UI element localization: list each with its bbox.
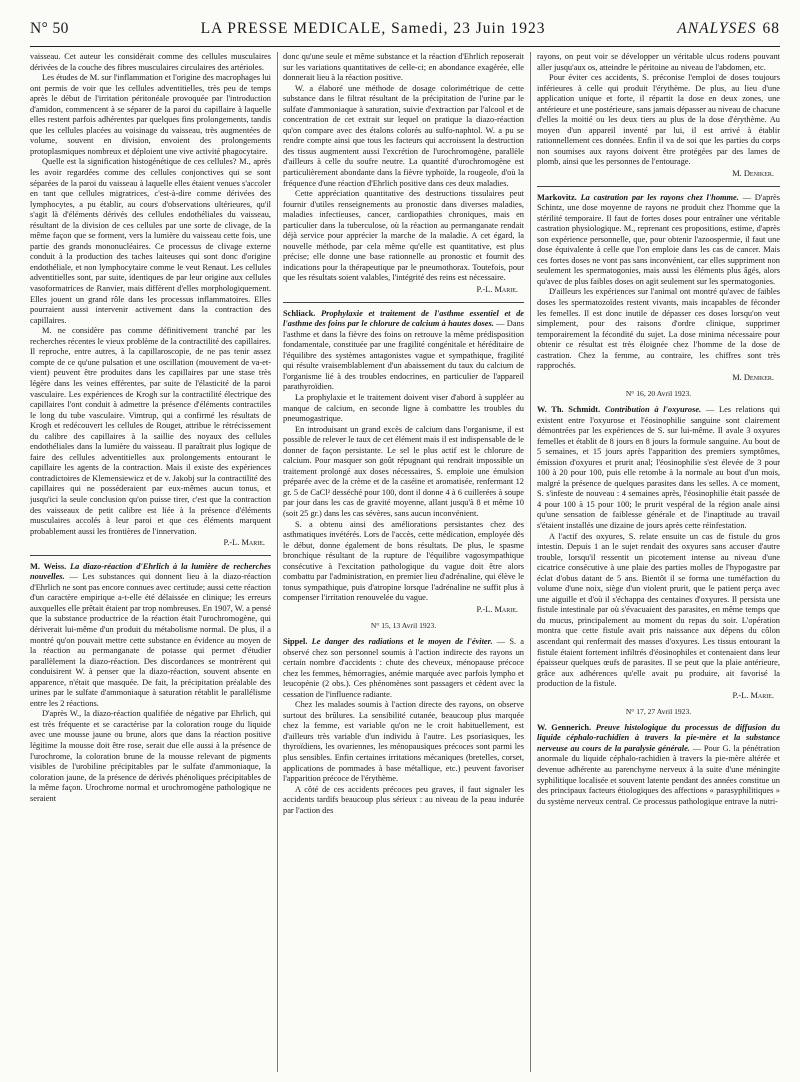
paragraph: D'après W., la diazo-réaction qualifiée de négative par Ehrlich, qui est très fréquente et se caractérise par la coloration rouge du liquide avec une mousse jaune ou brune, alors que dans la réaction positive légitime la mousse doit être rose, serait due elle aussi à la présence de l'urochrome, la coloration brune de la mousse relevant de pigments visibles de l'urobiline précipitables par le sulfate d'ammoniaque, la coloration jaune, de la présence de dérivés phénoliques précipitables de la même façon. Urochrome normal et urochromogène pathologique ne seraient bbox=[30, 709, 271, 803]
paragraph: vaisseau. Cet auteur les considérait comme des cellules musculaires dérivées de la couche des fibres musculaires circulaires des artérioles. bbox=[30, 52, 271, 72]
article-signature: M. Deniker. bbox=[732, 372, 774, 382]
issue-date-separator bbox=[537, 389, 780, 400]
issue-date-separator bbox=[283, 621, 524, 632]
paragraph: Pour éviter ces accidents, S. préconise l'emploi de doses toujours inférieures à celle qui produit l'érythème. De plus, au lieu d'une application unique et forte, il répartit la dose en deux zones, une antérieure et une postérieure, sans jamais dépasser au niveau de chacune d'elles la moitié ou les deux tiers au plus de la dose d'érythème. Au moyen d'un appareil inventé par lui, il est arrivé à établir rationnellement ces données. Enfin il va de soi que les parties du corps non soumises aux rayons doivent être protégées par des lames de plomb, ainsi que les personnes de l'entourage. bbox=[537, 73, 780, 167]
journal-title: LA PRESSE MEDICALE, Samedi, 23 Juin 1923 bbox=[200, 20, 546, 37]
article-signature: P.-L. Marie. bbox=[476, 285, 518, 295]
paragraph: Cette appréciation quantitative des destructions tissulaires peut fournir d'utiles renseignements au pronostic dans diverses maladies, maladies infectieuses, cancer, cardiopathies chroniques, mais en particulier dans la tuberculose, où la réaction au permanganate rendait déjà service pour apprécier la marche de la maladie. A cet égard, la nouvelle méthode, par cela même qu'elle est quantitative, est plus précise; elle donne une base rationnelle au pronostic et fournit des indications pour la thérapeutique par le pneumothorax. Toutefois, pour que les résultats soient valables, l'intégrité des reins est nécessaire. bbox=[283, 189, 524, 283]
header-rule bbox=[30, 46, 780, 47]
article-markovitz bbox=[537, 193, 780, 384]
article-author: W. Th. Schmidt. bbox=[537, 404, 601, 414]
article-lead bbox=[537, 405, 780, 532]
article-lead bbox=[283, 309, 524, 393]
section-label bbox=[677, 20, 780, 38]
article-author: Sippel. bbox=[283, 636, 308, 646]
article-separator bbox=[283, 302, 524, 303]
article-weiss bbox=[30, 562, 271, 805]
issue-date: N° 15, 13 Avril 1923. bbox=[370, 621, 437, 631]
paragraph: M. ne considère pas comme définitivement tranché par les recherches récentes le vieux problème de la contractilité des capillaires. Il reproche, entre autres, à la capillaroscopie, de ne pas tenir assez compte de ce qu'une pulsation et une oscillation (mouvement de va-et-vient) peuvent être produites dans les capillaires par une stase très légère dans les veines efférentes, par suite de l'élasticité de la paroi vasculaire. Les expériences de Krogh sur la contractilité électrique des capillaires l'ont conduit à admettre la présence d'éléments contractiles le long du tube vasculaire. Vimtrup, qui a confirmé les résultats de Krogh et redécouvert les cellules de Rouget, attribue le rétrécissement du calibre des capillaires à la saillie des noyaux des cellules endothéliales dans la lumière du vaisseau. Il paraîtrait plus logique de faire des cellules adventitielles aux prolongements entourant le capillaire les agents de la contraction. Mais il existe des expériences contradictoires de Klemensiewicz et de v. Jakobj sur la contractilité des capillaires qui ne posséderaient par eux-mêmes aucun tonus, et jusqu'ici la seule conclusion qu'on puisse tirer, c'est que la contraction des vaisseaux de petit calibre est liée à la présence d'éléments musculaires accolés à leur paroi et que ces éléments marquent probablement aussi les frontières de l'innervation. bbox=[30, 326, 271, 536]
article-text: — Les relations qui existent entre l'oxyurose et l'éosinophilie sanguine sont clairement démontrées par les expériences de S. sur lui-même. Il avale 3 oxyures femelles et établit de 8 jours en 8 jours la formule sanguine. Au bout de 5 semaines, et 15 jours après l'apparition des premiers symptômes, émission d'oxyures et prurit anal; l'éosinophilie s'est élevée de 3 pour 100 à 20 pour 100, puis elle retombe à la normale au bout d'un mois, malgré la présence de quelques parasites dans les selles. A ce moment, S. s'infeste de nouveau : 4 semaines après, l'éosinophilie était passée de 4 pour 100 à 15 pour 100; le prurit vespéral de la région anale ainsi qu'une sensation de faiblesse générale et de l'inaptitude au travail s'étaient installés une dizaine de jours après cette réinfestation. bbox=[537, 404, 780, 530]
section-name: ANALYSES bbox=[677, 20, 757, 37]
article-text: — S. a observé chez son personnel soumis à l'action indirecte des rayons un certain nombre d'accidents : chute des cheveux, ménopause précoce chez les femmes, hémorragies, anémie marquée avec parfois lympho et leucopénie (2 obs.). Ces phénomènes sont passagers et cèdent avec la cessation de l'influence radiante. bbox=[283, 636, 524, 699]
paragraph: Chez les malades soumis à l'action directe des rayons, on observe surtout des brûlures. La sensibilité cutanée, beaucoup plus marquée chez la femme, est variable qu'on ne le croit habituellement, est d'ailleurs très variable d'un individu à l'autre. Les psoriasiques, les thyroïdiens, les ovariennes, les ménopausiques précoces sont parmi les plus sensibles. Enfin certaines irritations mécaniques (bretelles, corset, applications de pommades à base métallique, etc.) peuvent favoriser l'apparition précoce de l'érythème. bbox=[283, 700, 524, 784]
article-text: — Pour G. la pénétration anormale du liquide céphalo-rachidien à travers la pie-mère altérée et devenue adhérente au parenchyme nerveux à la suite d'une méningite syphilitique localisée et souvent latente pendant des années constitue un des principaux facteurs étiologiques des affections « parasyphilitiques » du système nerveux central. Ce processus pathologique entrave la nutri- bbox=[537, 743, 780, 806]
article-signature: P.-L. Marie. bbox=[476, 604, 518, 614]
article-signature: P.-L. Marie. bbox=[223, 538, 265, 548]
article-author: Markovitz. bbox=[537, 192, 577, 202]
paragraph: W. a élaboré une méthode de dosage colorimétrique de cette substance dans le filtrat résultant de la précipitation de l'urine par le sulfate d'ammoniaque à saturation, suivie d'extraction par l'alcool et de concentration de cet extrait sur lequel on pratique la diazo-réaction qu'on compare avec des étalons colorés au sulfo-naphtol. W. a pu se rendre compte ainsi que tous les facteurs qui accroissent la destruction des tissus augmentent aussi l'excrétion de l'urochromogène, parallèle d'ailleurs à celle du soufre neutre. La quantité d'urochromogène est particulièrement abondante dans la fièvre typhoïde, la rougeole, d'où la fréquence d'une réaction d'Ehrlich positive dans ces deux maladies. bbox=[283, 83, 524, 188]
article-separator bbox=[537, 186, 780, 187]
article-author: W. Gennerich. bbox=[537, 722, 592, 732]
article-title: Contribution à l'oxyurose. bbox=[604, 404, 702, 414]
column-divider bbox=[277, 52, 278, 1072]
article-lead bbox=[283, 637, 524, 700]
paragraph: A côté de ces accidents précoces peu graves, il faut signaler les accidents tardifs beaucoup plus sérieux : au niveau de la peau indurée par l'action des bbox=[283, 784, 524, 815]
article-author: Schliack. bbox=[283, 308, 316, 318]
column-divider bbox=[530, 52, 531, 1072]
article-schmidt bbox=[537, 405, 780, 701]
paragraph: donc qu'une seule et même substance et la réaction d'Ehrlich reposerait sur les variations quantitatives de celle-ci; en abondance exagérée, elle donnerait lieu à la réaction positive. bbox=[283, 52, 524, 83]
article-title: Le danger des radiations et le moyen de l'éviter. bbox=[311, 636, 493, 646]
article-text: — Les substances qui donnent lieu à la diazo-réaction d'Ehrlich ne sont pas encore connues avec certitude; aussi cette réaction d'un caractère empirique a-t-elle été délaissée en clinique; les erreurs auxquelles elle prêtait étaient par trop nombreuses. En 1907, W. a pensé que la substance productrice de la réaction était l'urochromogène, qui dériverait lui-même d'un produit du métabolisme normal. De plus, il a montré qu'on pouvait mettre cette substance en évidence au moyen de la réaction au permanganate de potasse qui permet d'étudier parallèlement la diazo-réaction. Des discordances se montrèrent qui conduisirent W. à penser que la diazo-réaction, souvent absente en apparence, n'était que masquée. De fait, la précipitation préalable des urines par le sulfate d'ammoniaque à saturation rétablit le parallélisme entre les 2 réactions. bbox=[30, 572, 271, 708]
article-separator bbox=[30, 555, 271, 556]
article-title: Preuve histologique du processus de diffusion du liquide céphalo-rachidien à travers la pie-mère et la substance nerveuse au cours de la paralysie générale. bbox=[537, 722, 780, 753]
paragraph: Quelle est la signification histogénétique de ces cellules? M., après les avoir regardées comme des cellules conjonctives qui se sont séparées de la paroi du vaisseau à laquelle elles étaient venues s'accoler en tant que cellules migratrices, c'est-à-dire comme dérivées des lymphocytes, a pu établir, au cours d'observations ultérieures, qu'il s'agit là d'éléments dérivés des cellules endothéliales du vaisseau, résultant de la division de ces cellules par une sorte de clivage, de la même façon que se forment, vers la lumière du vaisseau cette fois, une partie des grands mononucléaires. Ce processus de clivage externe conduit à la production des taches laiteuses qui sont donc d'origine endothéliale, et non lymphocytaire comme le veut Renaut. Les cellules adventitielles sont, par suite, identiques de par leur origine aux cellules vasoformatrices de Ranvier, mais diffèrent d'elles morphologiquement. Elles jouent un grand rôle dans les processus inflammatoires. Elles pourraient aussi intervenir activement dans la contraction des capillaires. bbox=[30, 157, 271, 325]
article-signature: M. Deniker. bbox=[732, 169, 774, 179]
paragraph: La prophylaxie et le traitement doivent viser d'abord à suppléer au manque de calcium, en seconde ligne à combattre les troubles du pneumogastrique. bbox=[283, 392, 524, 424]
column-3 bbox=[537, 52, 780, 1072]
paragraph: rayons, on peut voir se développer un véritable ulcus rodens pouvant aller jusqu'aux os, atteindre le péritoine au niveau de l'abdomen, etc. bbox=[537, 52, 780, 72]
paragraph: A l'actif des oxyures, S. relate ensuite un cas de fistule du gros intestin. Depuis 1 an le sujet rendait des oxyures sans accuser d'autre trouble, lorsqu'il ressentit un picotement intense au niveau d'une cicatrice consécutive à une plaie des parties molles de l'hypogastre par éclat d'obus datant de 5 ans. Bientôt il se forma une tuméfaction du volume d'une noix, siège d'un violent prurit, que le patient perça avec une aiguille et d'où il s'échappa des centaines d'oxyures. Il persista une fistule intestinale par où s'évacuaient des parasites, en même temps que du mucus, principalement au moment du repas du soir. L'opération montra que cette fistule avait pris naissance aux dépens du côlon ascendant qui renfermait des masses d'oxyures. Les tissus entourant la fistule étaient fortement infiltrés d'éosinophiles et contenaient dans leur épaisseur quelques œufs de parasites. Il se peut que la plaie antérieure, grâce aux adhérences qu'elle avait pu produire, ait favorisé la production de la fistule. bbox=[537, 531, 780, 689]
page-header bbox=[30, 20, 780, 44]
column-1 bbox=[30, 52, 271, 1072]
article-sippel bbox=[283, 637, 524, 816]
article-signature: P.-L. Marie. bbox=[732, 690, 774, 700]
issue-date: N° 16, 20 Avril 1923. bbox=[625, 389, 692, 399]
issue-date: N° 17, 27 Avril 1923. bbox=[625, 707, 692, 717]
paragraph: S. a obtenu ainsi des améliorations persistantes chez des asthmatiques invétérés. Lors de l'accès, cette médication, employée dès le début, donne également de bons résultats. De plus, le spasme bronchique résultant de la rupture de l'équilibre vagosympathique consécutive à l'excitation pathologique du vague doit être alors combattu par l'administration, en premier lieu d'adrénaline, qui élève le tonus sympathique, puis d'atropine lorsque l'adrénaline ne suffit plus à compenser l'irritation renouvelée du vague. bbox=[283, 519, 524, 603]
paragraph: Les études de M. sur l'inflammation et l'origine des macrophages lui ont permis de voir que les cellules adventitielles, très peu de temps après le début de l'irritation péritonéale provoquée par l'introduction d'amidon, commencent à se séparer de la paroi du capillaire à laquelle elles restent parfois adhérentes par quelques fins prolongements, tandis que les cellules placées au voisinage du vaisseau, très augmentées de volume, souvent en division, envoient des prolongements protoplasmiques nombreux et déploient une vive activité phagocytaire. bbox=[30, 73, 271, 156]
article-text: — Dans l'asthme et dans la fièvre des foins on retrouve la même prédisposition fondamentale, constituée par une fragilité congénitale et héréditaire de l'équilibre des systèmes antagonistes vague et sympathique, fragilité qui résulte vraisemblablement d'un abaissement du taux du calcium de l'organisme lié à des troubles endocrines, en particulier de l'appareil parathyroïdien. bbox=[283, 319, 524, 392]
article-text: — D'après Schintz, une dose moyenne de rayons ne produit chez l'homme que la stérilité temporaire. Il faut de fortes doses pour entraîner une véritable castration physiologique. M., reprenant ces propositions, estime, d'après son expérience personnelle, que, pour obtenir l'azoospermie, il faut une dose équivalente à celle que l'on emploie dans les cas de cancer. Mais ces fortes doses ne vont pas sans inconvénient, car elles suppriment non seulement les spermatogonies, mais aussi les éléments plus âgés, alors qu'avec de plus faibles doses on agit seulement sur les spermatogonies. bbox=[537, 192, 780, 286]
column-2 bbox=[283, 52, 524, 1072]
article-lead bbox=[30, 562, 271, 710]
article-author: M. Weiss. bbox=[30, 561, 67, 571]
article-lead bbox=[537, 723, 780, 807]
issue-number: N° 50 bbox=[30, 20, 69, 37]
article-title: Prophylaxie et traitement de l'asthme essentiel et de l'asthme des foins par le chlorure de calcium à hautes doses. bbox=[283, 308, 524, 329]
article-lead bbox=[537, 193, 780, 288]
article-schliack bbox=[283, 309, 524, 616]
article-title: La castration par les rayons chez l'homme. bbox=[580, 192, 739, 202]
paragraph: En introduisant un grand excès de calcium dans l'organisme, il est possible de relever le taux de cet élément mais il est indispensable de le donner de façon persistante. Le sel le plus actif est le chlorure de calcium. Pour masquer son goût répugnant qui rendrait impossible un traitement prolongé aux doses nécessaires, S. emploie une émulsion préparée avec de la crème et de la caséine et aromatisée, renfermant 12 gr. 5 de CaCl² desséché pour 100, dont il donne 4 à 6 cuillerées à soupe par jour dans les cas de gravité moyenne, allant jusqu'à 8 et même 10 (soit 25 gr.) dans les cas sévères, sans aucun inconvénient. bbox=[283, 424, 524, 518]
article-gennerich bbox=[537, 723, 780, 807]
page-number: 68 bbox=[762, 20, 780, 37]
issue-date-separator bbox=[537, 707, 780, 718]
paragraph: D'ailleurs les expériences sur l'animal ont montré qu'avec de faibles doses les spermatozoïdes restent vivants, mais incapables de féconder les femelles. Il est donc inutile de dépasser ces doses lorsqu'on veut simplement, pour des raisons d'ordre clinique, supprimer temporairement la fécondité du sujet. La dose minima nécessaire pour obtenir ce résultat est très éloignée chez l'homme de la dose de castration. Chez la femme, au contraire, les chiffres sont très rapprochés. bbox=[537, 287, 780, 371]
article-title: La diazo-réaction d'Ehrlich à la lumière de recherches nouvelles. bbox=[30, 561, 271, 582]
